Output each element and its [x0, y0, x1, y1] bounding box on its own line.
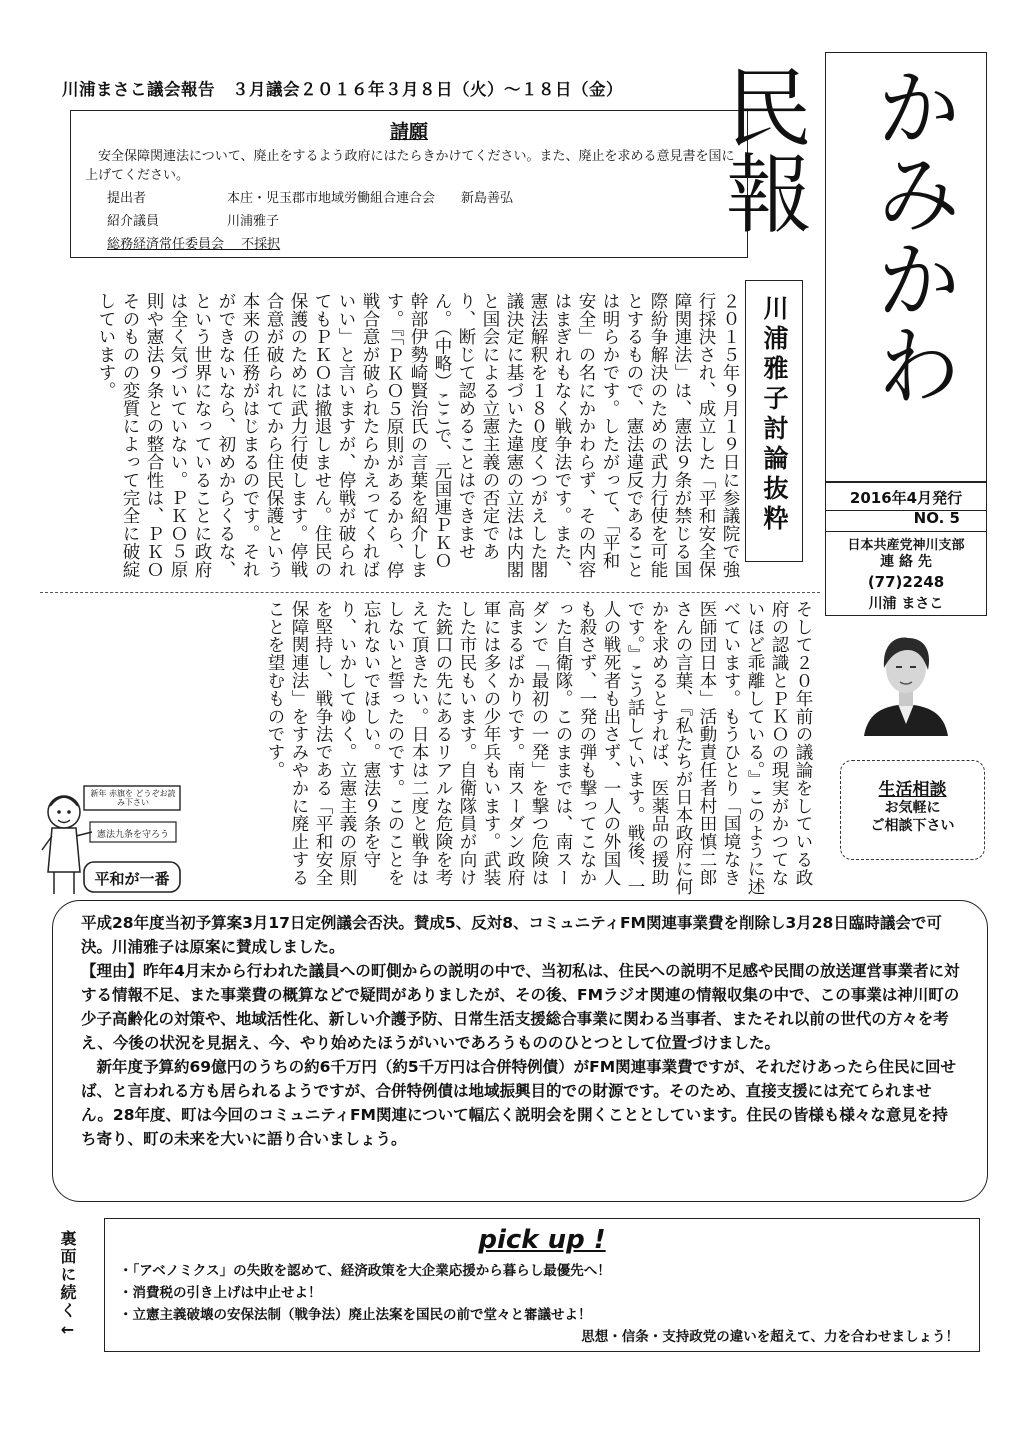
- petition-submitter-row: [107, 187, 513, 206]
- consultation-line-1: お気軽に: [884, 800, 941, 816]
- discussion-title: 川浦雅子討論抜粋: [760, 295, 789, 535]
- cartoon-illustration: [40, 780, 185, 900]
- pickup-title: pick up !: [478, 1225, 606, 1255]
- discussion-title-box: [745, 280, 803, 562]
- consultation-line-2: ご相談下さい: [870, 818, 955, 834]
- budget-paragraph-3: 新年度予算約69億円のうちの約6千万円（約5千万円は合併特例債）がFM関連事業費ですが、それだけあったら住民に回せば、と言われる方も居られるようですが、合併特例債は地域振興目的での財源です。そのため、直接支援には充てられません。28年度、町は今回のコミュニティFM関連について幅広く説明会を開くこととしています。住民の皆様も様々な意見を持ち寄り、町の未来を大いに語り合いましょう。: [81, 1058, 957, 1148]
- consultation-box: [840, 760, 985, 860]
- cartoon-sign-top: 新年 赤旗を どうぞお読み下さい: [90, 789, 176, 807]
- newsletter-title: かみかわ民報: [711, 63, 961, 407]
- submitter-value: 本庄・児玉郡市地域労働組合連合会 新島善弘: [227, 191, 514, 206]
- section-divider: [40, 592, 820, 593]
- councillor-photo: [858, 628, 954, 736]
- consultation-text: [841, 799, 984, 835]
- pickup-closing: 思想・信条・支持政党の違いを超えて、力を合わせましょう！: [581, 1329, 959, 1345]
- pickup-item: ・消費税の引き上げは中止せよ！: [119, 1285, 322, 1301]
- petition-box: [70, 110, 748, 258]
- cartoon-sign-bottom: 平和が一番: [94, 870, 170, 888]
- contact-label: 連 絡 先: [880, 554, 932, 570]
- publisher: 日本共産党神川支部: [826, 531, 986, 553]
- pickup-item: ・「アベノミクス」の失敗を認めて、経済政策を大企業応援から暮らし最優先へ！: [119, 1263, 611, 1279]
- continued-on-back-note: 裏面に続く←: [58, 1230, 77, 1341]
- issue-date: 2016年4月発行: [826, 487, 986, 511]
- consultation-title: 生活相談: [878, 780, 947, 800]
- introducer-value: 川浦雅子: [227, 214, 280, 229]
- petition-title: 請願: [389, 121, 428, 143]
- pickup-item: ・立憲主義破壊の安保法制（戦争法）廃止法案を国民の前で堂々と審議せよ！: [119, 1307, 592, 1323]
- issue-number: NO. 5: [913, 509, 960, 527]
- budget-paragraph-1: 平成28年度当初予算案3月17日定例議会否決。賛成5、反対8、コミュニティFM関連事業費を削除し3月28日臨時議会で可決。川浦雅子は原案に賛成しました。: [81, 914, 942, 956]
- contact-phone: (77)2248: [867, 573, 945, 591]
- budget-report-box: [52, 900, 988, 1202]
- budget-paragraph-2: 【理由】昨年4月末から行われた議員への町側からの説明の中で、当初私は、住民への説明不足感や民間の放送運営事業者に対する情報不足、また事業費の概算などで疑問がありましたが、その後、FMラジオ関連の情報収集の中で、この事業は神川町の少子高齢化の対策や、地域活性化、新しい介護予防、日常生活支援総合事業に関わる当事者、またそれ以前の世代の方々を考え、今後の状況を見据え、今、やり始めたほうがいいであろうもののひとつとして位置づけました。: [81, 962, 960, 1052]
- petition-body: 安全保障関連法について、廃止をするよう政府にはたらきかけてください。また、廃止を求める意見書を国に上げてください。: [85, 149, 735, 183]
- submitter-label: 提出者: [107, 191, 147, 206]
- introducer-label: 紹介議員: [107, 214, 160, 229]
- petition-introducer-row: [107, 210, 279, 229]
- contact-name: 川浦 まさこ: [868, 596, 944, 612]
- cartoon-sign-middle: 憲法九条を守ろう: [96, 830, 169, 840]
- budget-text: [81, 911, 961, 1151]
- committee-result: 総務経済常任委員会 不採択: [107, 237, 281, 252]
- pickup-box: [104, 1218, 980, 1352]
- report-header: 川浦まさこ議会報告 ３月議会２０１６年３月８日（火）～１８日（金）: [62, 80, 623, 99]
- discussion-text-lower: そして２０年前の議論をしている政府の認識とＰＫＯの現実がかつてないほど乖離している。』このように述べています。もうひとり「国境なき医師団日本」活動責任者村田慎二郎さんの言葉、『私たちが日本政府に何かを求めるとすれば、医薬品の援助です。』こう話しています。戦後、一人の戦死者も出さず、一人の外国人も殺さず、一発の弾も撃ってこなかった自衛隊。このままでは、南スーダンで「最初の一発」を撃つ危険は高まるばかりです。南スーダン政府軍には多くの少年兵もいます。武装した市民もいます。自衛隊員が向けた銃口の先にあるリアルな危険を考えて頂きたい。日本は二度と戦争はしないと誓ったのです。このことを忘れないでほしい。憲法９条を守り、いかしてゆく。立憲主義の原則を堅持し、戦争法である「平和安全保障関連法」をすみやかに廃止することを望むものです。: [265, 600, 813, 896]
- issue-info-box: [825, 482, 987, 616]
- discussion-text-upper: ２０１５年９月１９日に参議院で強行採決され、成立した「平和安全保障関連法」は、憲法９条が禁じる国際紛争解決のための武力行使を可能とするもので、憲法違反であることは明らかです。したがって、「平和安全」の名にかかわらず、その内容はまぎれもなく戦争法です。また、憲法解釈を１８０度くつがえした閣議決定に基づいた違憲の立法は内閣と国会による立憲主義の否定であり、断じて認めることはできません。（中略）ここで、元国連ＰＫＯ幹部伊勢崎賢治氏の言葉を紹介します。『「ＰＫＯ５原則があるから、停戦合意が破られたらかえってくればいい」と言いますが、停戦が破られてもＰＫＯは撤退しません。住民の保護のために武力行使します。停戦合意が破られてから住民保護という本来の任務がはじまるのです。それができないなら、初めからくるな、という世界になっていることに政府は全く気づいていない。ＰＫＯ５原則や憲法９条との整合性は、ＰＫＯそのものの変質によって完全に破綻しています。: [96, 292, 740, 579]
